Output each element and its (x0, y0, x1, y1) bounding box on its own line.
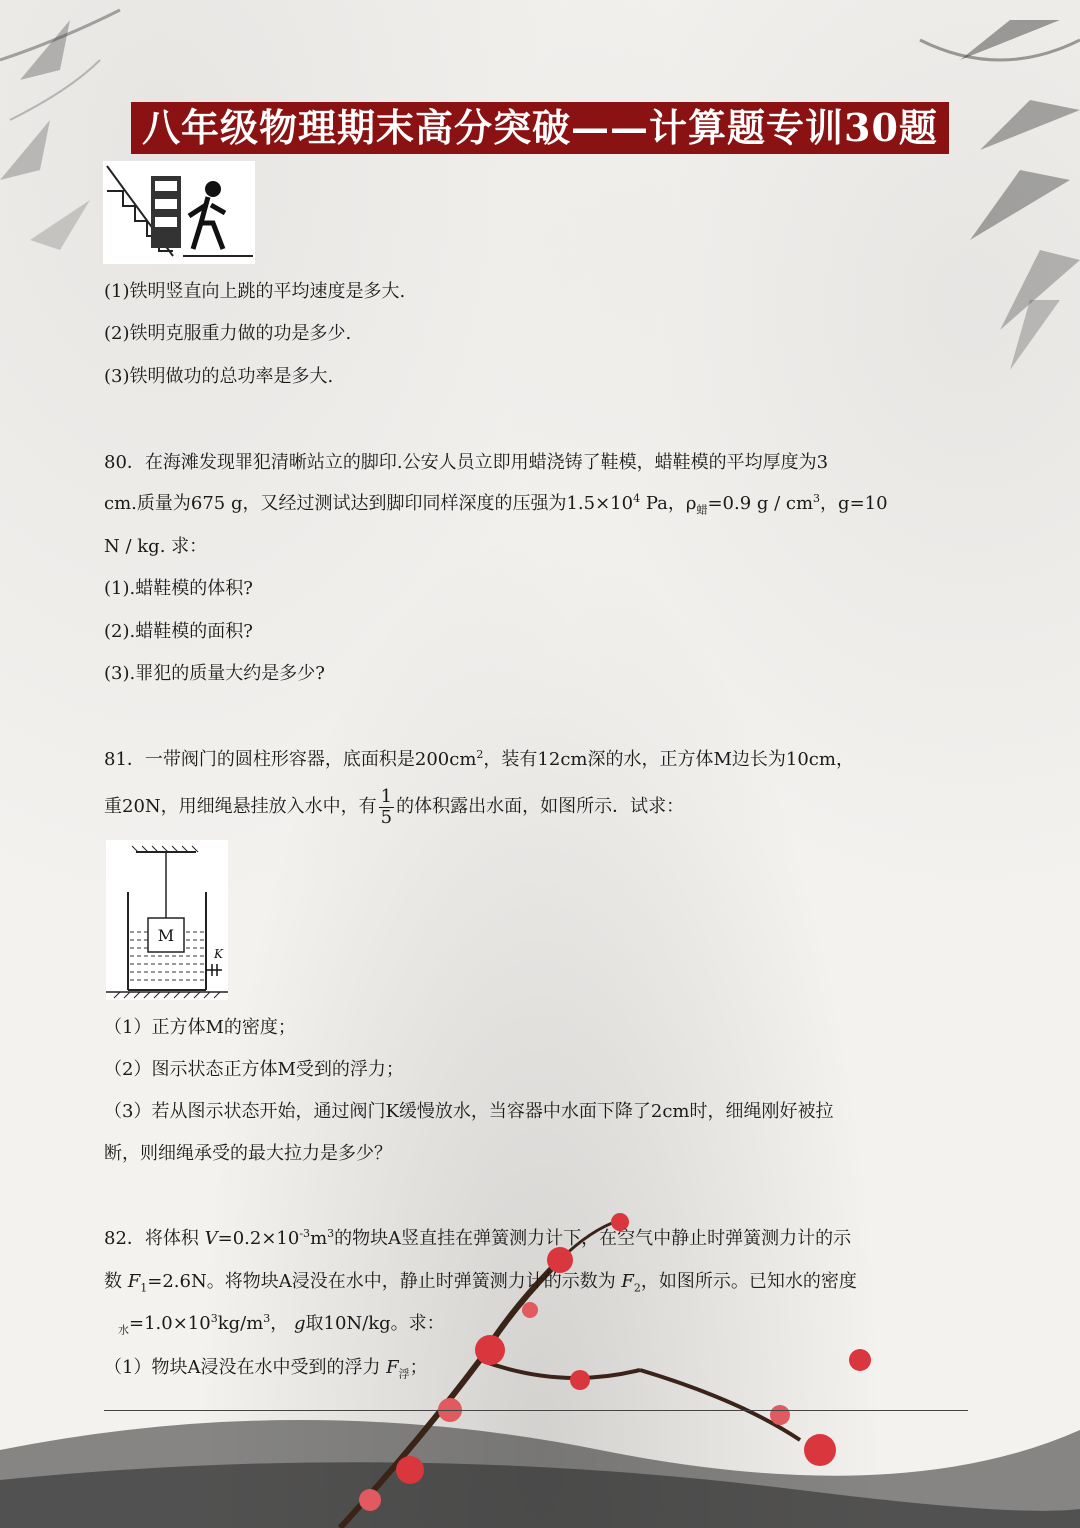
q82-text: 82．将体积 (104, 1228, 205, 1249)
q80-sup: 4 (633, 492, 641, 505)
q80-line-3: N / kg. 求： (104, 536, 208, 557)
q82-line-4 (104, 1356, 428, 1380)
q81-sub-2: （2）图示状态正方体M受到的浮力； (104, 1059, 404, 1080)
q82-line-1 (104, 1227, 851, 1251)
q82-sup: 3 (263, 1312, 271, 1325)
q80-sub-2: (2).蜡鞋模的面积? (104, 621, 253, 642)
q82-text: m (310, 1228, 328, 1249)
stairs-jump-figure (103, 161, 255, 264)
q79-line-2: (2)铁明克服重力做的功是多少. (104, 323, 352, 344)
fraction-denominator: 5 (380, 806, 393, 828)
q82-sub: 1 (140, 1281, 148, 1295)
q82-text: 的物块A竖直挂在弹簧测力计下，在空气中静止时弹簧测力计的示 (334, 1228, 852, 1249)
q81-text: 81．一带阀门的圆柱形容器，底面积是200cm (104, 749, 477, 770)
q82-text: =0.2×10 (217, 1228, 300, 1249)
valve-k-label: K (214, 947, 223, 961)
q82-text: 取10N/kg。求： (305, 1313, 445, 1334)
q80-line-1: 80．在海滩发现罪犯清晰站立的脚印.公安人员立即用蜡浇铸了鞋模，蜡鞋模的平均厚度为3 (104, 452, 829, 473)
q82-text: =2.6N。将物块A浸没在水中，静止时弹簧测力计的示数为 (147, 1271, 622, 1292)
q82-line-3 (118, 1312, 445, 1336)
q79-line-1: (1)铁明竖直向上跳的平均速度是多大. (104, 281, 406, 302)
q81-line-2 (104, 784, 684, 830)
q82-text: ； (409, 1357, 428, 1378)
q81-sub-1: （1）正方体M的密度； (104, 1017, 296, 1038)
q80-sub-1: (1).蜡鞋模的体积? (104, 578, 253, 599)
q81-text: ，装有12cm深的水，正方体M边长为10cm， (483, 749, 854, 770)
cube-m-label: M (157, 926, 175, 945)
q80-sub: 蜡 (696, 503, 708, 517)
q82-text: kg/m (217, 1313, 264, 1334)
q80-sup: 3 (813, 492, 821, 505)
q82-sub: 2 (633, 1281, 641, 1295)
q82-sup: 3 (210, 1312, 218, 1325)
q82-text: =1.0×10 (129, 1313, 211, 1334)
q82-var: g (294, 1313, 306, 1334)
q82-line-2 (104, 1270, 857, 1294)
q82-var: F (621, 1271, 634, 1292)
q82-var: F (127, 1271, 141, 1292)
q80-text: =0.9 g / cm (707, 493, 814, 514)
q81-sub-3: （3）若从图示状态开始，通过阀门K缓慢放水，当容器中水面下降了2cm时，细绳刚好被拉 (104, 1101, 834, 1122)
q82-sup: -3 (299, 1227, 311, 1240)
q82-sub: 水 (118, 1323, 129, 1337)
bottom-divider (104, 1410, 968, 1411)
fraction-numerator: 1 (380, 785, 393, 807)
q82-var: F (386, 1357, 399, 1378)
q82-var: V (204, 1228, 218, 1249)
q81-sub-3-cont: 断，则细绳承受的最大拉力是多少？ (104, 1143, 392, 1164)
q80-text: Pa，ρ (640, 493, 697, 514)
q82-text: ， (270, 1313, 294, 1334)
q82-text: （1）物块A浸没在水中受到的浮力 (104, 1357, 387, 1378)
q81-sup: 2 (476, 748, 484, 761)
q82-sub: 浮 (398, 1367, 410, 1381)
q81-text: 重20N，用细绳悬挂放入水中，有 (104, 796, 377, 817)
q81-line-1 (104, 748, 854, 772)
container-cube-figure (106, 840, 228, 1000)
q82-sup: 3 (327, 1227, 335, 1240)
bamboo-decoration-right (860, 0, 1080, 380)
q80-text: ，g=10 (820, 493, 888, 514)
q80-line-2 (104, 492, 888, 516)
q82-text: ，如图所示。已知水的密度 (640, 1271, 857, 1292)
page-title: 八年级物理期末高分突破——计算题专训30题 (131, 102, 949, 154)
q82-text: 数 (104, 1271, 128, 1292)
q79-line-3: (3)铁明做功的总功率是多大. (104, 366, 334, 387)
q80-sub-3: (3).罪犯的质量大约是多少? (104, 663, 325, 684)
q80-text: cm.质量为675 g，又经过测试达到脚印同样深度的压强为1.5×10 (104, 493, 634, 514)
fraction (379, 787, 394, 828)
q81-text: 的体积露出水面，如图所示．试求： (396, 796, 685, 817)
